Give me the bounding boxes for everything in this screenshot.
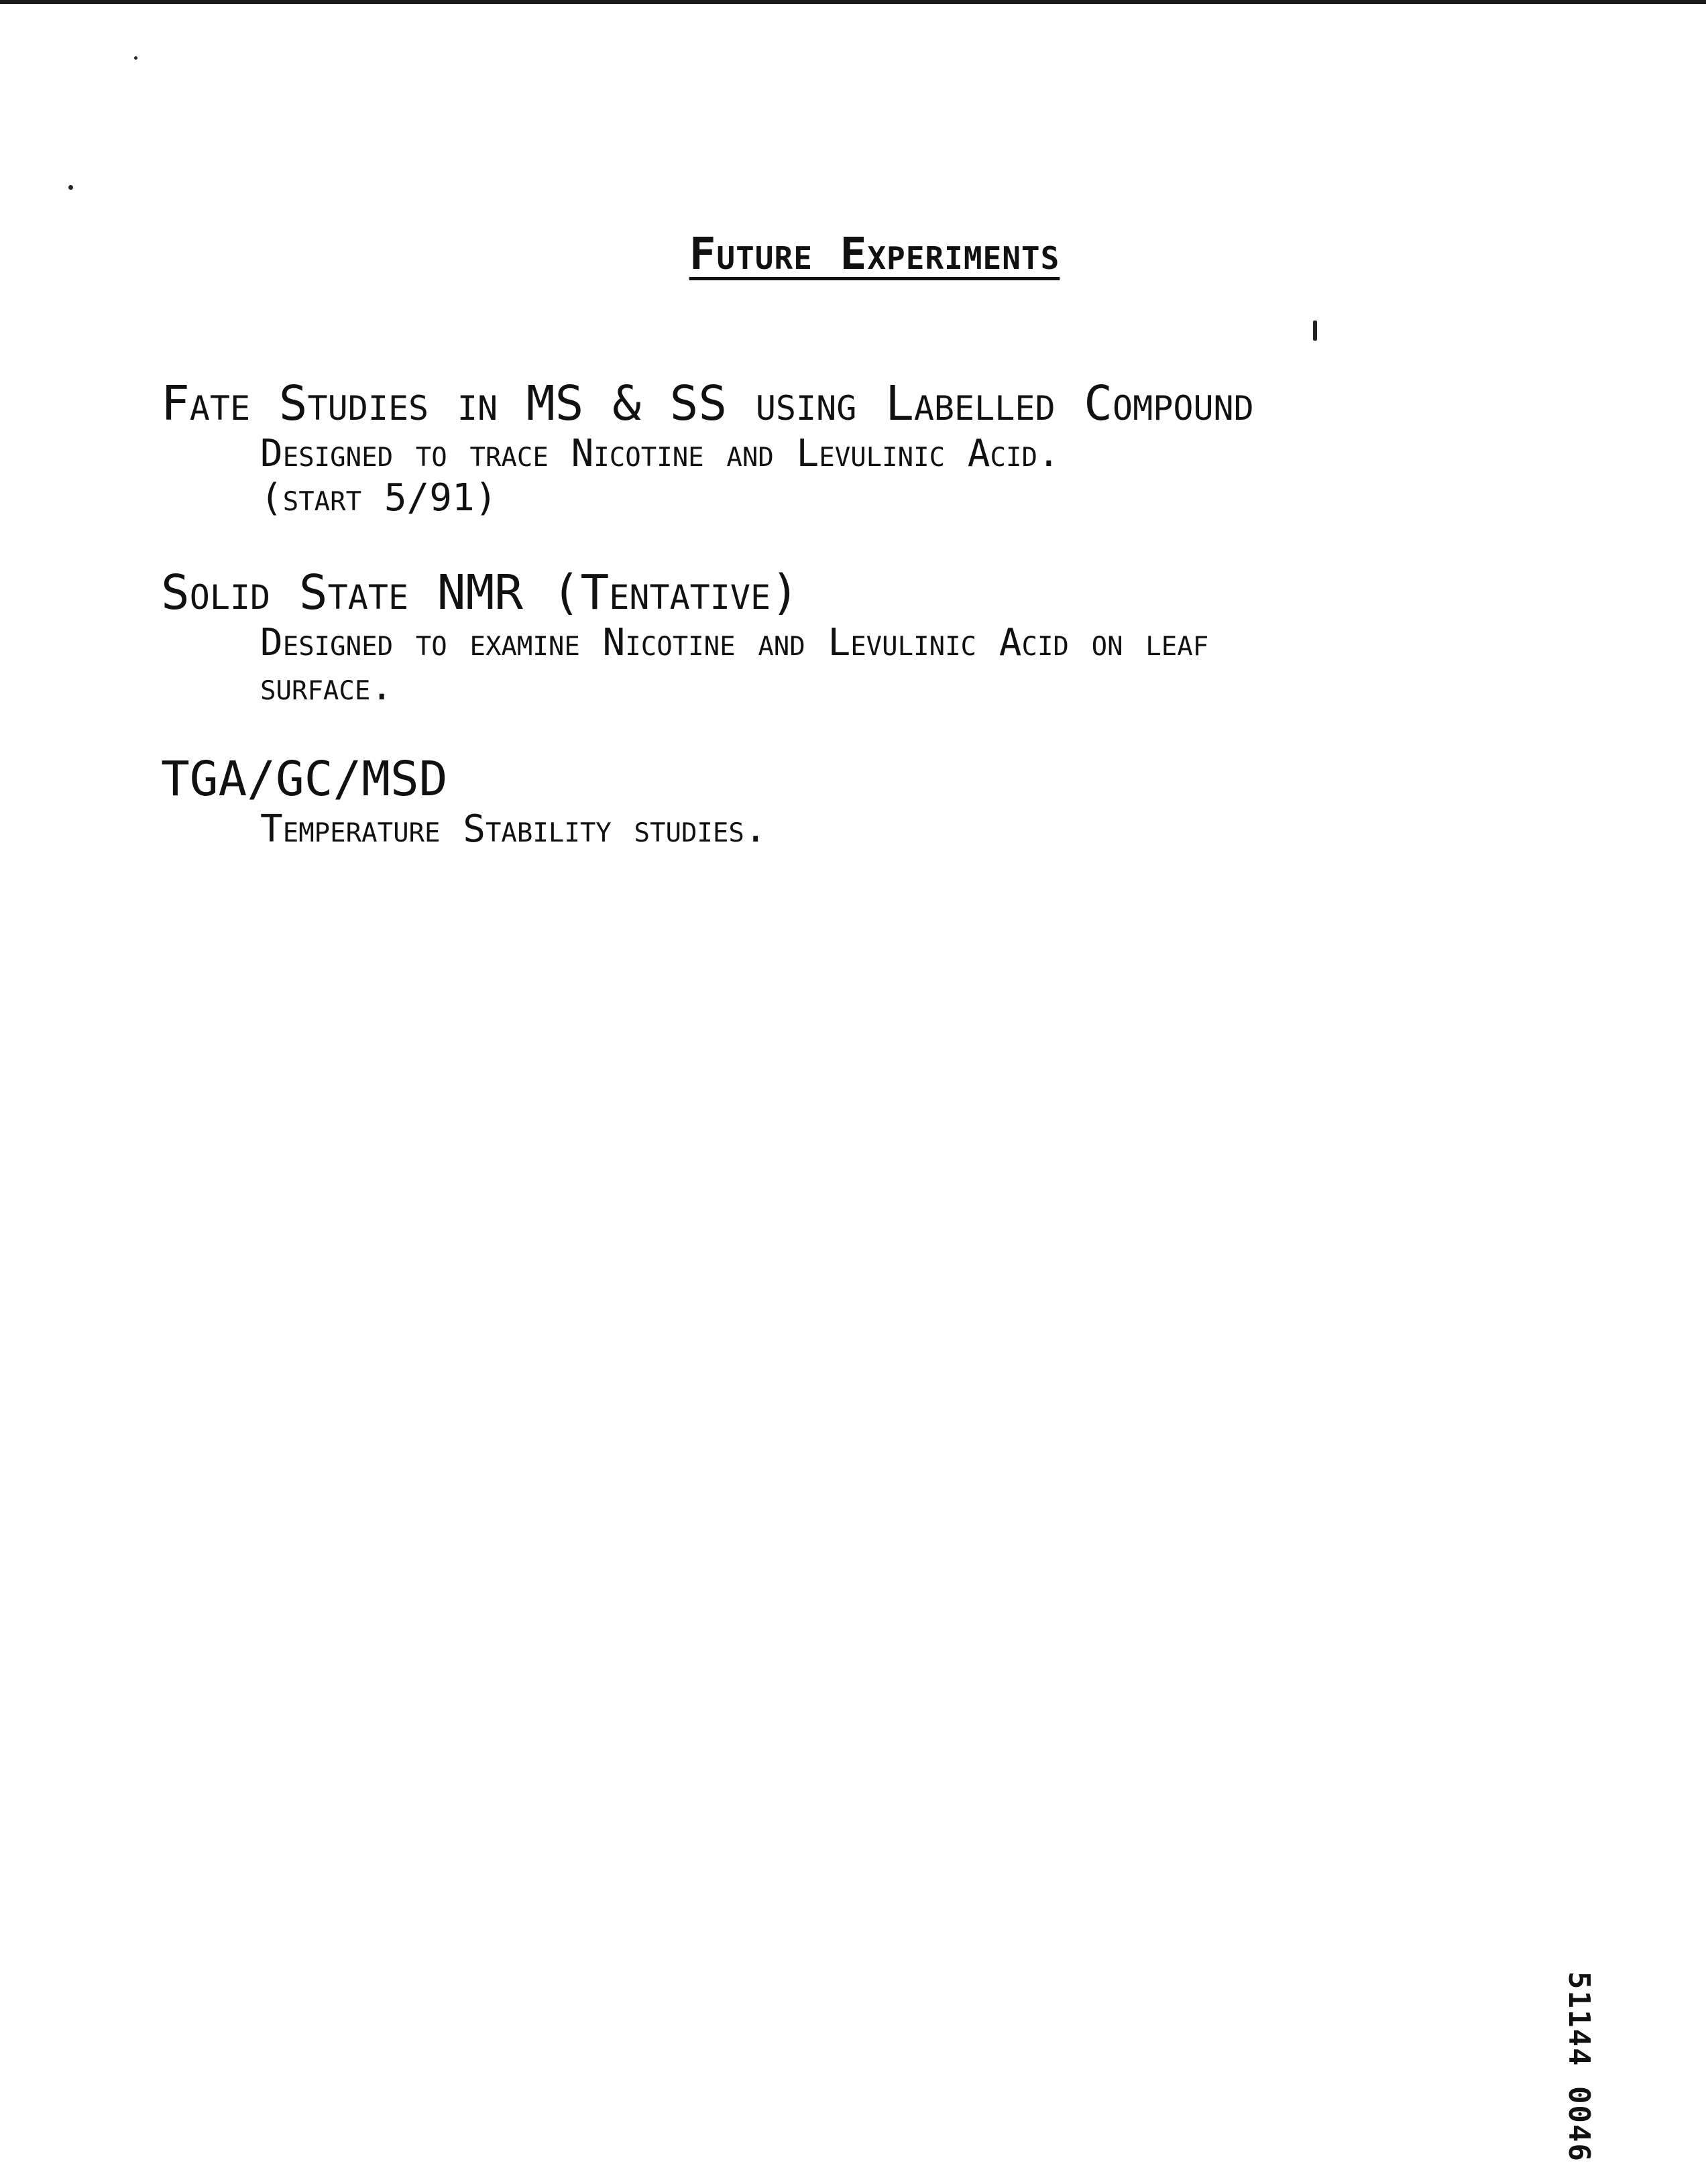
scan-speck (68, 185, 73, 190)
experiment-start-date: (start 5/91) (260, 476, 498, 520)
experiment-heading: Solid State NMR (Tentative) (161, 565, 799, 620)
page-title: Future Experiments (689, 228, 1060, 280)
document-number: 51144 0046 (1562, 1971, 1596, 2163)
experiment-fate-studies (161, 376, 1663, 520)
scan-edge (0, 0, 1706, 4)
experiment-description-cont: surface. (260, 665, 394, 709)
experiment-tga-gc-msd (161, 751, 1663, 852)
experiment-description: Temperature Stability studies. (260, 807, 767, 851)
experiment-heading: Fate Studies in MS & SS using Labelled Compound (161, 376, 1254, 431)
experiment-description: Designed to trace Nicotine and Levulinic Acid. (260, 432, 1060, 475)
experiment-description: Designed to examine Nicotine and Levulinic Acid on leaf (260, 621, 1209, 665)
experiment-solid-state-nmr (161, 565, 1663, 709)
scan-speck (134, 56, 137, 60)
experiment-heading: TGA/GC/MSD (161, 751, 448, 807)
scan-speck (1313, 321, 1317, 341)
